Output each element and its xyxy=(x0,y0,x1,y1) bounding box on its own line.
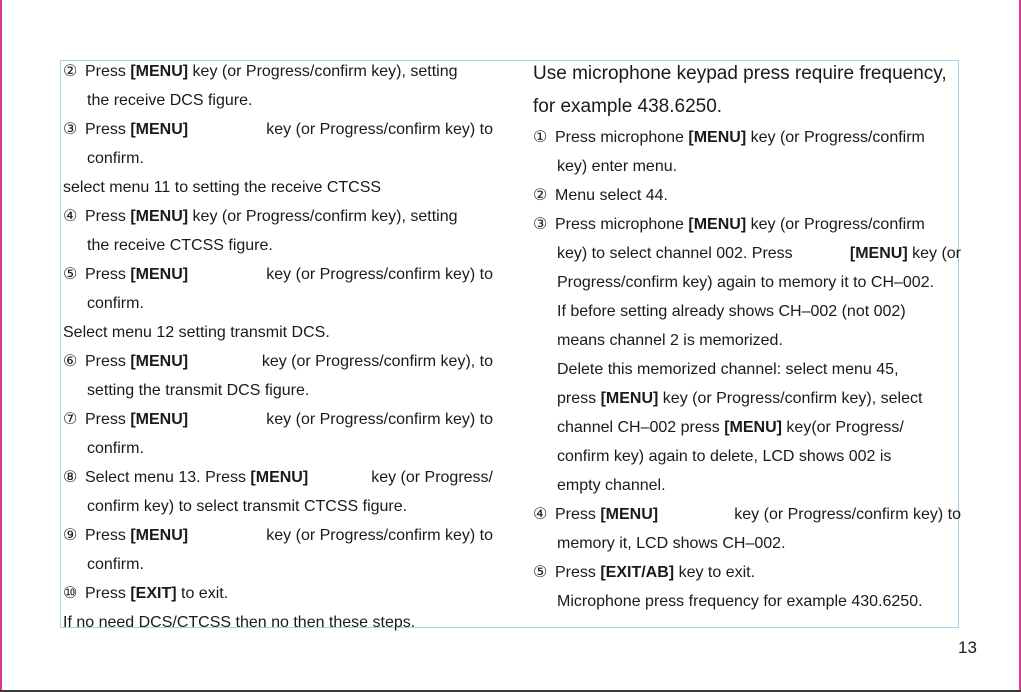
list-item: confirm. xyxy=(87,556,144,573)
list-item: confirm. xyxy=(87,440,144,457)
left-column xyxy=(63,57,493,637)
list-item: Microphone press frequency for example 430.6250. xyxy=(557,593,923,610)
list-item: confirm. xyxy=(87,295,144,312)
list-item: ④ Press [MENU] key (or Progress/confirm key), setting xyxy=(63,208,458,225)
list-item: memory it, LCD shows CH–002. xyxy=(557,535,786,552)
intro-line: for example 438.6250. xyxy=(533,96,723,117)
list-item: ⑤ Press [EXIT/AB] key to exit. xyxy=(533,564,756,581)
list-item: the receive CTCSS figure. xyxy=(87,237,273,254)
list-item: ① Press microphone [MENU] key (or Progress/confirm xyxy=(533,129,925,146)
list-item: ⑨ Press [MENU] key (or Progress/confirm key) to xyxy=(63,527,493,544)
list-item: ② Menu select 44. xyxy=(533,187,668,204)
list-item: Select menu 12 setting transmit DCS. xyxy=(63,324,330,341)
list-item: press [MENU] key (or Progress/confirm key), select xyxy=(557,390,923,407)
list-item: ④ Press [MENU] key (or Progress/confirm key) to xyxy=(533,506,961,523)
list-item: ⑥ Press [MENU] key (or Progress/confirm key), to xyxy=(63,353,493,370)
list-item: Delete this memorized channel: select menu 45, xyxy=(557,361,899,378)
list-item: channel CH–002 press [MENU] key(or Progress/ xyxy=(557,419,904,436)
list-item: ⑤ Press [MENU] key (or Progress/confirm key) to xyxy=(63,266,493,283)
list-item: the receive DCS figure. xyxy=(87,92,253,109)
right-column xyxy=(533,57,961,616)
list-item: ⑧ Select menu 13. Press [MENU] key (or Progress/ xyxy=(63,469,493,486)
list-item: ⑩ Press [EXIT] to exit. xyxy=(63,585,229,602)
list-item: means channel 2 is memorized. xyxy=(557,332,783,349)
list-item: confirm key) to select transmit CTCSS figure. xyxy=(87,498,408,515)
list-item: ③ Press microphone [MENU] key (or Progress/confirm xyxy=(533,216,925,233)
list-item: setting the transmit DCS figure. xyxy=(87,382,310,399)
list-item: confirm. xyxy=(87,150,144,167)
list-item: Progress/confirm key) again to memory it to CH–002. xyxy=(557,274,935,291)
list-item: If before setting already shows CH–002 (not 002) xyxy=(557,303,906,320)
list-item: ② Press [MENU] key (or Progress/confirm key), setting xyxy=(63,63,458,80)
list-item: select menu 11 to setting the receive CTCSS xyxy=(63,179,382,196)
page-number: 13 xyxy=(958,638,977,657)
list-item: key) enter menu. xyxy=(557,158,678,175)
list-item: empty channel. xyxy=(557,477,666,494)
list-item: confirm key) again to delete, LCD shows 002 is xyxy=(557,448,892,465)
content-frame xyxy=(60,60,961,631)
list-item: ⑦ Press [MENU] key (or Progress/confirm key) to xyxy=(63,411,493,428)
list-item: If no need DCS/CTCSS then no then these steps. xyxy=(63,614,416,631)
intro-line: Use microphone keypad press require frequency, xyxy=(533,63,947,84)
page-edge-left xyxy=(0,0,2,692)
list-item: key) to select channel 002. Press [MENU] key (or xyxy=(557,245,961,262)
list-item: ③ Press [MENU] key (or Progress/confirm key) to xyxy=(63,121,493,138)
